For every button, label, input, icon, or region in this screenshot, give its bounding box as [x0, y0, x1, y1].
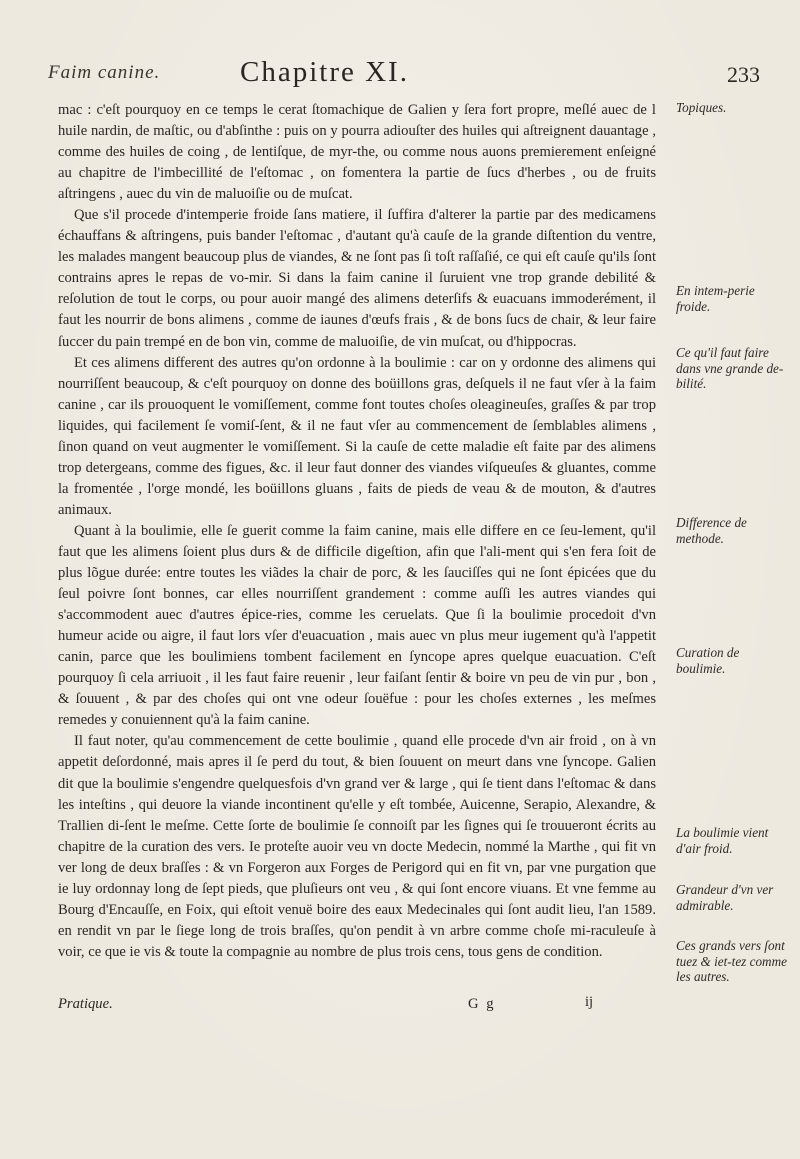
handwritten-annotation: Faim canine. — [48, 62, 161, 83]
chapter-label: Chapitre — [240, 56, 356, 88]
margin-note-grandeur: Grandeur d'vn ver admirable. — [676, 882, 774, 913]
running-header — [48, 56, 760, 96]
chapter-title — [240, 56, 409, 89]
signature-number: ij — [585, 994, 594, 1010]
page-footer — [58, 996, 656, 1020]
margin-note-topiques: Topiques. — [676, 100, 727, 115]
page-number: 233 — [727, 62, 760, 87]
margin-note-debilite: Ce qu'il faut faire dans vne grande de-bilité. — [676, 345, 784, 391]
paragraph-2: Que s'il procede d'intemperie froide ſans matiere, il ſuffira d'alterer la partie par des medicamens échauffans & aſtringens, puis bander l'eſtomac , d'autant qu'à cauſe de la grande diſtention du ventre, les malades mangent beaucoup plus de viandes, & ne ſont pas ſi toſt raſſaſié, ce qui eſt cauſe qu'ils ſont contrains apres le repas de vo-mir. Si dans la faim canine il ſuruient vne trop grande debilité & reſolution de tout le corps, ou pour auoir mangé des alimens deterſifs & euacuans immoderément, il faut les nourrir de bons alimens , comme de iaunes d'œufs frais , & de bons ſucs de chair, & leur faire ſuccer du pain trempé en de bon vin, comme de maluoiſie, de vin muſcat, ou d'hippocras. — [58, 207, 656, 350]
chapter-number: XI. — [365, 56, 409, 88]
margin-note-curation: Curation de boulimie. — [676, 645, 740, 676]
paragraph-4: Quant à la boulimie, elle ſe guerit comme la faim canine, mais elle differe en ce ſeu-lement, qu'il faut que les alimens ſoient plus durs & de difficile digeſtion, afin que l'ali-ment qui s'en fera ſoit de plus lõgue durée: entre toutes les viãdes la chair de porc, & les ſauciſſes qui ne ſont épicées que du ſeul poivre ſont bonnes, car elles nourriſſent grandement : comme auſſi les autres viandes qui s'accommodent auec d'autres épice-ries, comme les ceruelats. Que ſi la boulimie procedoit d'vn humeur acide ou aigre, il faut lors vſer d'euacuation , mais auec vn plus meur iugement qu'à l'appetit canin, parce que les boulimiens tombent facilement en ſyncope apres quelque euacuation. C'eſt pourquoy ſi cela arriuoit , il les faut faire reuenir , leur faiſant ſentir & boire vn peu de vin pur , bon , & ſouuent , & par des choſes qui ont vne odeur ſouëfue : pour les choſes externes , les meſmes remedes y conuiennent qu'à la faim canine. — [58, 522, 656, 729]
margin-note-air-froid: La boulimie vient d'air froid. — [676, 825, 769, 856]
catchword: Pratique. — [58, 996, 113, 1012]
paragraph-1: mac : c'eſt pourquoy en ce temps le cerat ſtomachique de Galien y ſera fort propre, meſlé auec de l huile nardin, de maſtic, ou d'abſinthe : puis on y pourra adiouſter des huiles qui aſtreignent dauantage , comme des huiles de coing , de lentiſque, de myr-the, ou comme nous auons premierement enſeigné au chapitre de l'imbecillité de l'eſtomac , on fomentera la partie de ſucs d'herbes , ou de fruits aſtringens , auec du vin de maluoiſie ou de muſcat. — [58, 102, 656, 203]
margin-note-difference: Difference de methode. — [676, 515, 747, 546]
margin-note-intemperie: En intem-perie froide. — [676, 283, 755, 314]
paragraph-5: Il faut noter, qu'au commencement de cette boulimie , quand elle procede d'vn air froid , on à vn appetit deſordonné, mais apres il ſe perd du tout, & bien ſouuent on meurt dans vne ſyncope. Galien dit que la boulimie s'engendre quelquesfois d'vn grand ver & large , qui ſe tient dans l'eſtomac & dans les inteſtins , qui deuore la viande incontinent qu'elle y eſt tombée, Auicenne, Serapio, Alexandre, & Trallien di-ſent le meſme. Cette ſorte de boulimie ſe connoiſt par les ſignes qui ſe trouueront écrits au chapitre de la curation des vers. Ie proteſte auoir veu vn docte Medecin, nommé la Marthe , qui fit vn ver long de deux braſſes : & vn Forgeron aux Forges de Perigord qui en fit vn, par vne purgation que ie luy ordonnay long de ſept pieds, que pluſieurs ont veu , & qui ſont encore viuans. Et vne femme au Bourg d'Encauſſe, en Foix, qui eſtoit venuë boire des eaux Medecinales qui ſont audit lieu, l'an 1589. en rendit vn par le ſiege long de trois braſſes, qu'on pendit à vn arbre comme choſe mi-raculeuſe à voir, ce que ie vis & toute la compagnie au nombre de plus trois cens, tous gens de condition. — [58, 733, 656, 960]
signature-mark: G g — [468, 996, 496, 1012]
main-text — [58, 100, 656, 963]
margin-note-grands-vers: Ces grands vers ſont tuez & iet-tez comme les autres. — [676, 938, 787, 984]
paragraph-3: Et ces alimens different des autres qu'on ordonne à la boulimie : car on y ordonne des alimens qui nourriſſent beaucoup, & c'eſt pourquoy on donne des boüillons gras, deſquels il ne faut vſer à la faim canine , car ils prouoquent le vomiſſement, comme font toutes choſes oleagineuſes, graſſes & par trop liquides, qui facilement ſe vomiſ-ſent, & il ne faut vſer au commencement de ſemblables alimens , ſinon quand on veut augmenter le vomiſſement. Si la cauſe de cette maladie eſt faite par des alimens trop detergeans, comme des figues, &c. il leur faut donner des viandes viſqueuſes & gluantes, comme la fromentée , l'orge mondé, les boüillons gluans , faits de pieds de veau & de mouton, & d'autres animaux. — [58, 354, 656, 518]
